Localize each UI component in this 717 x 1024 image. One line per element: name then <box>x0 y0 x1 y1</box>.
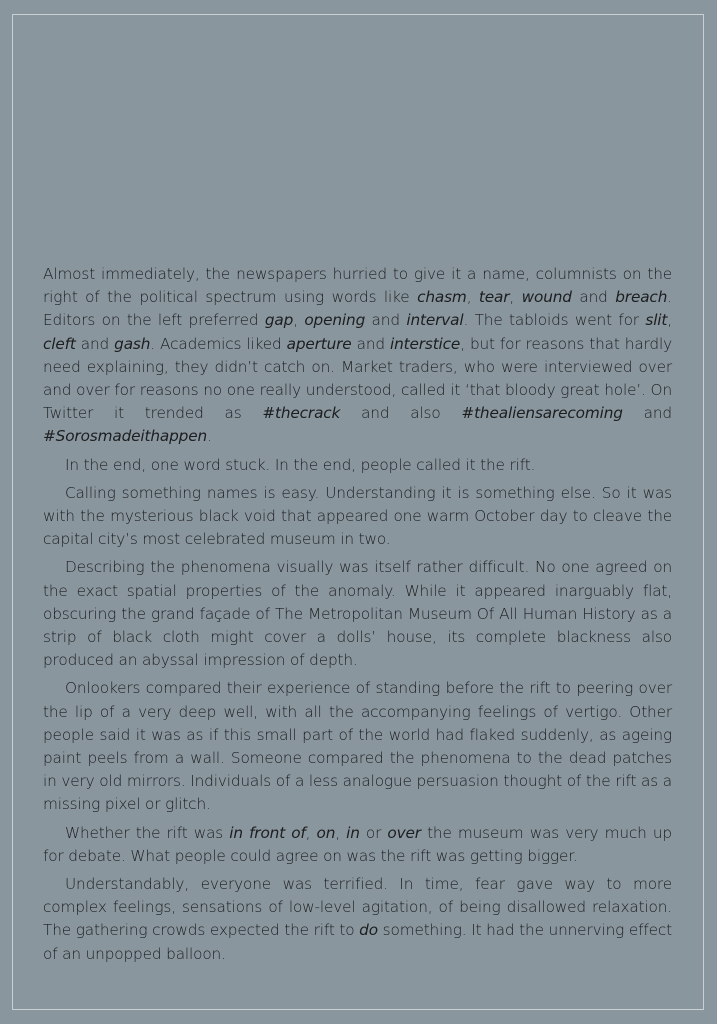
italic-term: tear <box>478 288 510 307</box>
text-run: Onlookers compared their experience of standing before the rift to peering over the lip of a very deep well, with all the accompanying feelings of vertigo. Other people said it was as if this small part of the world had flaked suddenly, as ageing paint peels from a wall. Someone compared the phenomena to the dead patches in very old mirrors. Individuals of a less analogue persuasion thought of the rift as a missing pixel or glitch. <box>43 679 672 814</box>
text-run: Whether the rift was <box>65 823 230 842</box>
text-run: , <box>466 288 479 307</box>
paragraph <box>43 482 672 552</box>
italic-term: in front of <box>229 823 306 842</box>
italic-term: breach <box>615 288 668 307</box>
text-run: In the end, one word stuck. In the end, people called it the rift. <box>65 455 536 474</box>
text-run: . <box>207 427 212 446</box>
text-run: and <box>365 311 407 330</box>
italic-term: wound <box>521 288 572 307</box>
text-run: or <box>359 823 388 842</box>
paragraph <box>43 677 672 816</box>
paragraph <box>43 556 672 672</box>
italic-term: on <box>316 823 336 842</box>
text-run: the museum was very much up for debate. What people could agree on was the rift was getting bigger. <box>43 823 672 865</box>
text-run: , but for reasons that hardly need explaining, they didn’t catch on. Market traders, who were interviewed over and over for reasons no one really understood, called it ‘that bloody great hole’. On Twitter it trended as <box>43 334 672 423</box>
text-run: . Academics liked <box>150 334 287 353</box>
text-run: , <box>335 823 347 842</box>
text-run: , <box>293 311 305 330</box>
italic-term: gap <box>264 311 294 330</box>
italic-term: cleft <box>43 334 76 353</box>
italic-term: interval <box>406 311 464 330</box>
body-text <box>43 263 672 971</box>
text-run: , <box>667 311 672 330</box>
paragraph <box>43 873 672 966</box>
text-run: . The tabloids went for <box>463 311 646 330</box>
text-run: Almost immediately, the newspapers hurried to give it a name, columnists on the right of the political spectrum using words like <box>43 265 672 307</box>
italic-term: over <box>387 823 421 842</box>
text-run: and also <box>340 404 462 423</box>
italic-term: interstice <box>390 334 461 353</box>
italic-term: gash <box>114 334 151 353</box>
italic-term: chasm <box>417 288 467 307</box>
italic-term: opening <box>304 311 366 330</box>
text-run: and <box>571 288 616 307</box>
italic-term: in <box>346 823 360 842</box>
text-run: . Editors on the left preferred <box>43 288 672 330</box>
text-run: and <box>622 404 672 423</box>
italic-term: slit <box>645 311 668 330</box>
italic-term: #Sorosmadeithappen <box>43 427 208 446</box>
text-run: and <box>351 334 390 353</box>
paragraph <box>43 454 672 477</box>
text-run: , <box>305 823 317 842</box>
text-run: , <box>509 288 522 307</box>
italic-term: #thealiensarecoming <box>461 404 623 423</box>
text-run: Calling something names is easy. Understanding it is something else. So it was with the mysterious black void that appeared one warm October day to cleave the capital city’s most celebrated museum in two. <box>43 483 672 549</box>
italic-term: do <box>359 921 378 940</box>
text-run: Understandably, everyone was terrified. In time, fear gave way to more complex feelings, sensations of low-level agitation, of being disallowed relaxation. The gathering crowds expected the rift to <box>43 875 672 940</box>
italic-term: aperture <box>286 334 352 353</box>
text-run: Describing the phenomena visually was itself rather difficult. No one agreed on the exact spatial properties of the anomaly. While it appeared inarguably flat, obscuring the grand façade of The Metropolitan Museum Of All Human History as a strip of black cloth might cover a dolls’ house, its complete blackness also produced an abyssal impression of depth. <box>43 558 672 670</box>
italic-term: #thecrack <box>262 404 341 423</box>
text-run: something. It had the unnerving effect of an unpopped balloon. <box>43 921 672 963</box>
paragraph <box>43 822 672 868</box>
paragraph <box>43 263 672 449</box>
text-run: and <box>75 334 115 353</box>
